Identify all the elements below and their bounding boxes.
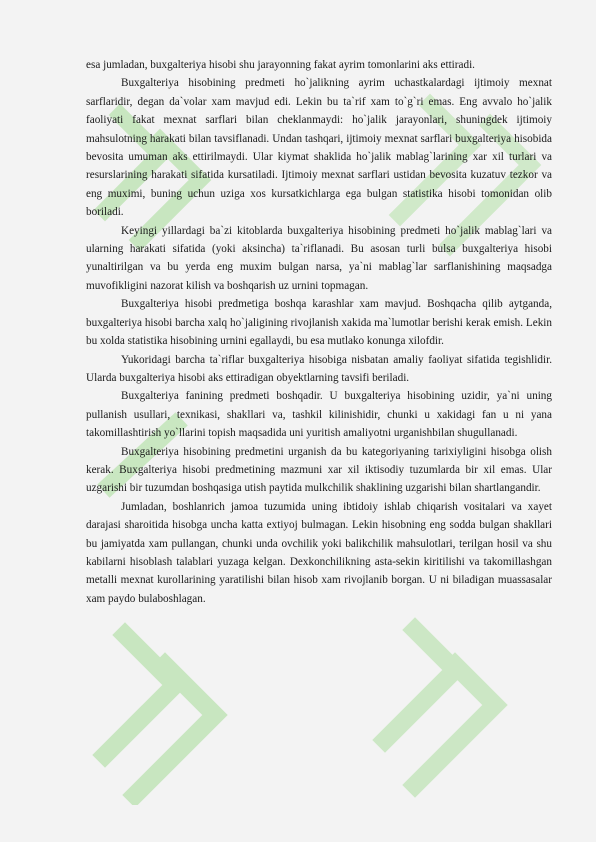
paragraph: Jumladan, boshlanrich jamoa tuzumida uning ibtidoiy ishlab chiqarish vositalari va xayet darajasi sharoitida hisobga uncha katta extiyoj bulmagan. Lekin hisobning eng sodda bulgan shakllari bu jamiyatda xam pullangan, chunki unda ovchilik yoki balikchilik mahsulotlari, terilgan hosil va shu kabilarni hisoblash talablari yuzaga kelgan. Dexkonchilikning asta-sekin kiritilishi va takomillashgan metalli mexnat kurollarining yaratilishi bilan hisob xam rivojlanib borgan. U ni biladigan muassasalar xam paydo bulaboshlagan. (86, 500, 552, 605)
paragraph: esa jumladan, buxgalteriya hisobi shu jarayonning fakat ayrim tomonlarini aks ettiradi. (86, 59, 475, 71)
paragraph: Keyingi yillardagi ba`zi kitoblarda buxgalteriya hisobining predmeti ho`jalik mablag`lari va ularning harakati sifatida (yoki aksincha) ta`riflanadi. Bu asosan turli bulsa buxgalteriya hisobi yunaltirilgan va bu yerda eng muxim bulgan narsa, ya`ni mablag`lar sarflanishining maqsadga muvofikligini nazorat kilish va boshqarish uz urnini topmagan. (86, 224, 552, 292)
document-body (86, 56, 552, 608)
paragraph: Yukoridagi barcha ta`riflar buxgalteriya hisobiga nisbatan amaliy faoliyat sifatida tegishlidir. Ularda buxgalteriya hisobi aks ettiradigan obyektlarning tavsifi beriladi. (86, 353, 552, 384)
watermark-logo-icon (365, 590, 525, 800)
paragraph: Buxgalteriya hisobining predmeti ho`jalikning ayrim uchastkalardagi ijtimoiy mexnat sarflaridir, degan da`volar xam mavjud edi. Lekin bu ta`rif xam to`g`ri emas. Eng avvalo ho`jalik faoliyati fakat mexnat sarflari bilan cheklanmaydi: ho`jalik jarayonlari, shuningdek ijtimoiy mahsulotning harakati bilan tavsiflanadi. Undan tashqari, ijtimoiy mexnat sarflari buxgalteriya hisobida bevosita umuman aks ettirilmaydi. Ular kiymat shaklida ho`jalik mablag`larining xar xil turlari va resurslarining harakati sifatida kursatiladi. Ijtimoiy mexnat sarflari ustidan bevosita kuzatuv tezkor va eng muximi, buning uchun uziga xos kursatkichlarga ega bulgan statistika hisobi tomonidan olib boriladi. (86, 77, 552, 219)
paragraph: Buxgalteriya hisobi predmetiga boshqa karashlar xam mavjud. Boshqacha qilib aytganda, buxgalteriya hisobi barcha xalq ho`jaligining rivojlanish xakida ma`lumotlar berishi kerak emish. Lekin bu xolda statistika hisobining urnini egallaydi, bu esa mutlako konunga xilofdir. (86, 298, 552, 348)
paragraph: Buxgalteriya hisobining predmetini urganish da bu kategoriyaning tarixiyligini hisobga olish kerak. Buxgalteriya hisobi predmetining mazmuni xar xil iktisodiy tuzumlarda bir xil emas. Ular uzgarishi bir tuzumdan boshqasiga utish paytida mulkchilik shaklining uzgarishi bilan shartlangandir. (86, 445, 552, 495)
paragraph: Buxgalteriya fanining predmeti boshqadir. U buxgalteriya hisobining uzidir, ya`ni uning pullanish usullari, texnikasi, shakllari va, tashkil kilinishidir, chunki u xakidagi fan u ni yana takomillashtirish yo`llarini topish maqsadida uni yuritish amaliyotni urganishbilan shugullanadi. (86, 390, 552, 440)
